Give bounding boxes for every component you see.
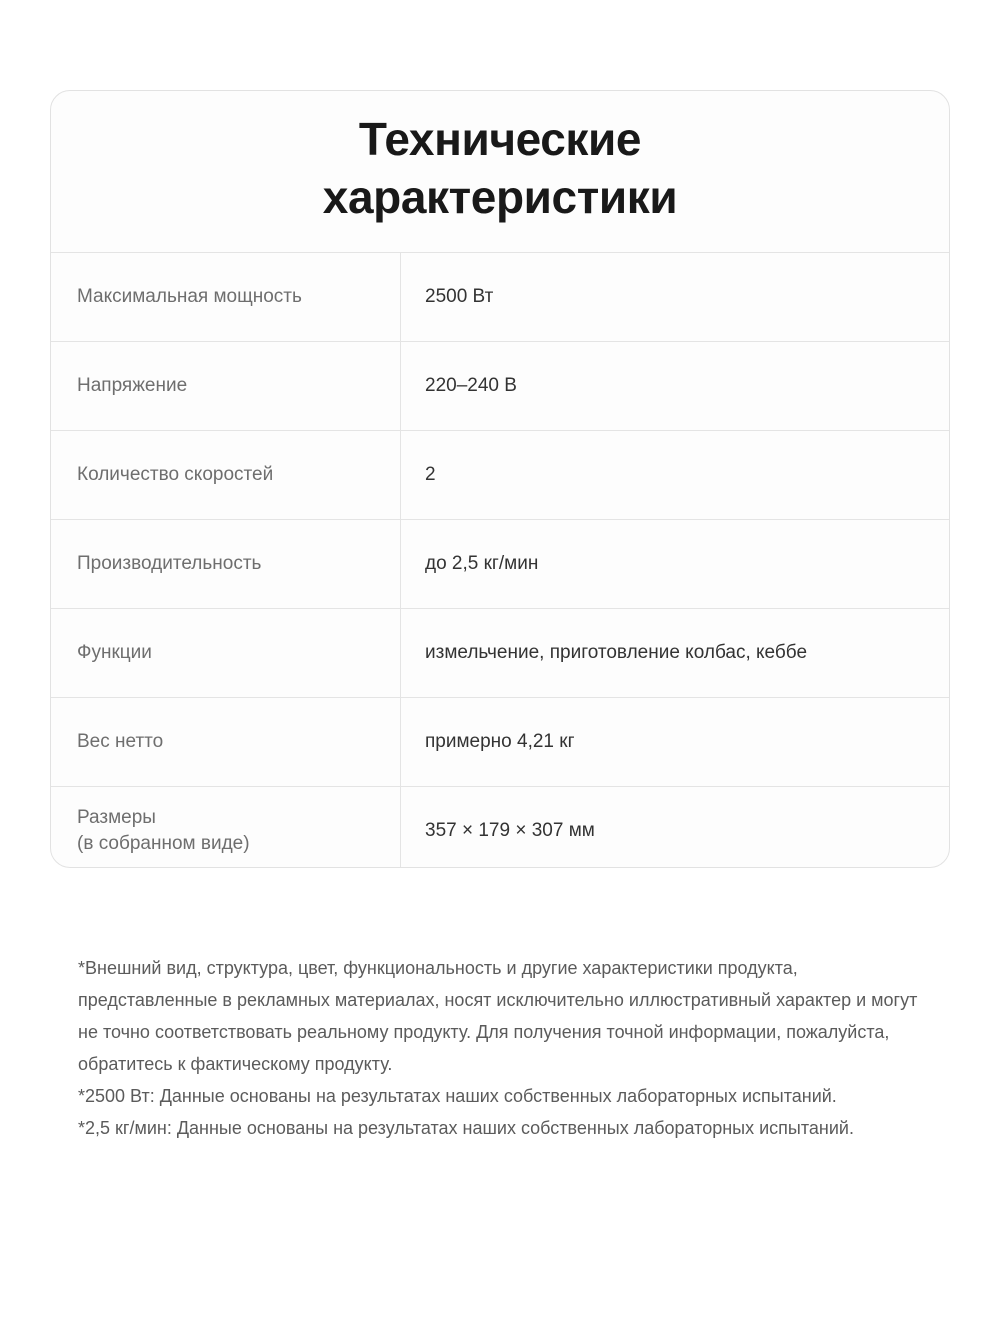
spec-value-max-power: 2500 Вт — [425, 286, 494, 308]
spec-label-throughput — [51, 520, 401, 608]
spec-label-text: Размеры — [77, 806, 156, 828]
table-row — [51, 609, 949, 698]
specifications-table — [51, 253, 949, 868]
spec-label-functions — [51, 609, 401, 697]
table-row — [51, 431, 949, 520]
spec-label-text: Функции — [77, 642, 152, 664]
table-row — [51, 520, 949, 609]
spec-label-text: Напряжение — [77, 375, 188, 397]
footnote-power-disclaimer: *2500 Вт: Данные основаны на результатах наших собственных лабораторных испытаний. — [78, 1086, 837, 1106]
spec-label-voltage — [51, 342, 401, 430]
spec-label-speed-count — [51, 431, 401, 519]
spec-label-dimensions — [51, 787, 401, 868]
footnote-throughput-disclaimer: *2,5 кг/мин: Данные основаны на результатах наших собственных лабораторных испытаний. — [78, 1118, 854, 1138]
spec-value-speed-count: 2 — [425, 464, 436, 486]
spec-label-text: Количество скоростей — [77, 464, 274, 486]
footnotes-block — [78, 952, 928, 1144]
table-row — [51, 698, 949, 787]
card-header — [51, 91, 949, 253]
table-row — [51, 342, 949, 431]
spec-value-functions: измельчение, приготовление колбас, кеббе — [425, 642, 808, 664]
page-title: Технические характеристики — [322, 113, 678, 223]
spec-label-subtext: (в собранном виде) — [77, 832, 250, 854]
specifications-card — [50, 90, 950, 868]
spec-label-text: Вес нетто — [77, 731, 164, 753]
spec-value-voltage: 220–240 В — [425, 375, 517, 397]
table-row — [51, 787, 949, 868]
spec-label-net-weight — [51, 698, 401, 786]
table-row — [51, 253, 949, 342]
footnote-appearance-disclaimer: *Внешний вид, структура, цвет, функциональность и другие характеристики продукта, представленные в рекламных материалах, носят исключительно иллюстративный характер и могут не точно соответствовать реальному продукту. Для получения точной информации, пожалуйста, обратитесь к фактическому продукту. — [78, 958, 918, 1074]
spec-label-text-block — [77, 805, 250, 857]
spec-value-dimensions: 357 × 179 × 307 мм — [425, 819, 595, 841]
spec-label-max-power — [51, 253, 401, 341]
spec-value-net-weight: примерно 4,21 кг — [425, 731, 575, 753]
spec-label-text: Производительность — [77, 553, 262, 575]
spec-value-throughput: до 2,5 кг/мин — [425, 553, 539, 575]
spec-label-text: Максимальная мощность — [77, 286, 302, 308]
